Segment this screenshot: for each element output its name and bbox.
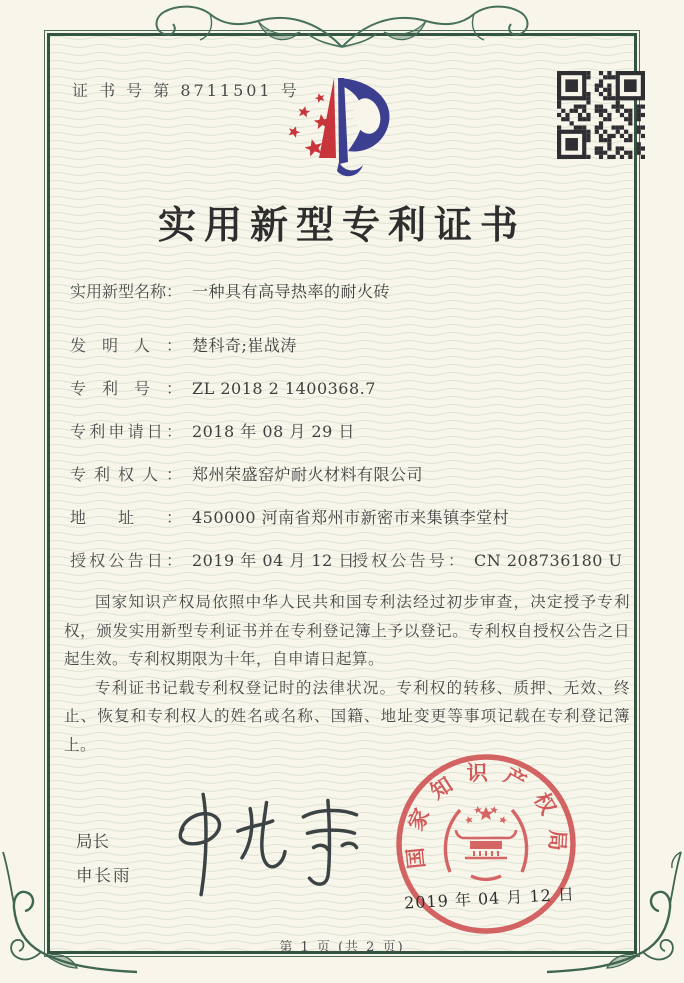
field-row-patent-no bbox=[70, 378, 636, 400]
field-value: 450000 河南省郑州市新密市来集镇李堂村 bbox=[192, 508, 510, 527]
field-row-name bbox=[70, 281, 636, 303]
certificate-title: 实用新型专利证书 bbox=[157, 202, 526, 247]
national-emblem-icon bbox=[445, 805, 526, 879]
commissioner-name: 申长雨 bbox=[76, 866, 132, 885]
handwritten-signature-icon bbox=[152, 786, 377, 904]
certificate-number: 证 书 号 第 8711501 号 bbox=[72, 81, 300, 100]
legal-paragraph-2: 专利证书记载专利权登记时的法律状况。专利权的转移、质押、无效、终止、恢复和专利权人的姓名或名称、国籍、地址变更等事项记载在专利登记簿上。 bbox=[64, 678, 630, 754]
qr-code bbox=[557, 71, 645, 159]
field-value: 一种具有高导热率的耐火砖 bbox=[192, 282, 391, 301]
field-label: 发明人： bbox=[70, 336, 182, 355]
page-footer: 第 1 页 (共 2 页) bbox=[279, 940, 405, 955]
field-value: 2018 年 08 月 29 日 bbox=[192, 422, 355, 441]
certificate-fields bbox=[70, 281, 636, 593]
field-label: 授权公告号： bbox=[352, 551, 464, 570]
field-row-filing-date bbox=[70, 421, 636, 443]
seal-date: 2019 年 04 月 12 日 bbox=[403, 884, 576, 913]
field-row-grant bbox=[70, 550, 636, 572]
legal-paragraph-1: 国家知识产权局依照中华人民共和国专利法经过初步审查，决定授予专利权，颁发实用新型专利证书并在专利登记簿上予以登记。专利权自授权公告之日起生效。专利权期限为十年，自申请日起算。 bbox=[64, 593, 630, 668]
field-label: 专利号： bbox=[70, 379, 182, 398]
field-value: 郑州荣盛窑炉耐火材料有限公司 bbox=[192, 465, 424, 484]
grant-number-pair bbox=[352, 550, 623, 572]
field-row-patentee bbox=[70, 464, 636, 486]
legal-text bbox=[64, 588, 630, 759]
field-label: 实用新型名称： bbox=[70, 282, 183, 301]
field-value: 2019 年 04 月 12 日 bbox=[192, 551, 355, 570]
field-row-inventors bbox=[70, 335, 636, 357]
seal-text: 国家知识产权局 bbox=[400, 759, 571, 870]
grant-date-pair bbox=[70, 550, 355, 572]
field-label: 地址： bbox=[70, 508, 182, 527]
commissioner-title: 局长 bbox=[76, 832, 109, 851]
field-value: ZL 2018 2 1400368.7 bbox=[192, 379, 376, 398]
cnipa-logo-icon bbox=[268, 68, 416, 188]
field-row-address bbox=[70, 507, 636, 529]
field-label: 专利申请日： bbox=[70, 422, 182, 441]
field-label: 授权公告日： bbox=[70, 551, 182, 570]
field-label: 专利权人： bbox=[70, 465, 182, 484]
field-value: 楚科奇;崔战涛 bbox=[192, 336, 297, 355]
field-value: CN 208736180 U bbox=[474, 551, 623, 570]
